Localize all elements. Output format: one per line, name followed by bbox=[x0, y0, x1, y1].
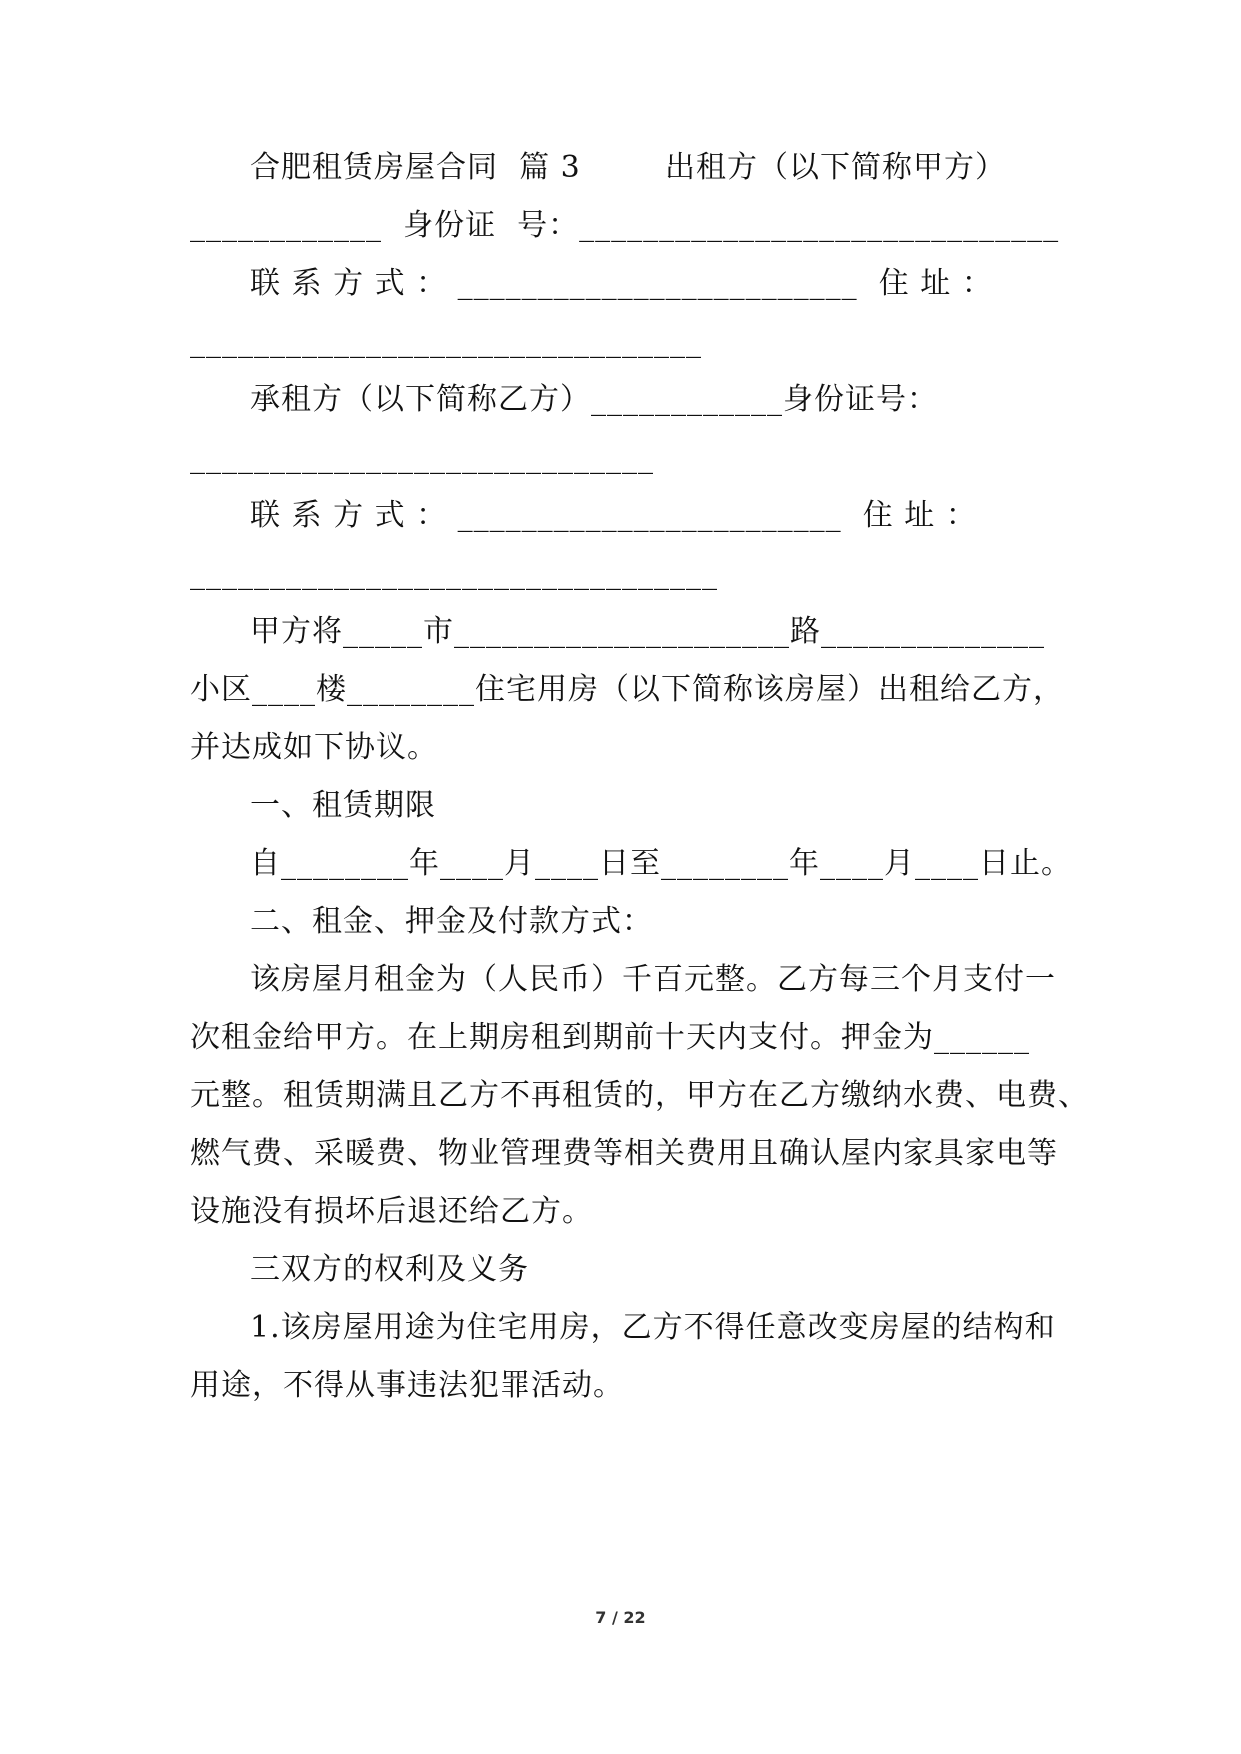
section-1-heading: 一、租赁期限 bbox=[250, 788, 436, 823]
rent-paragraph-line-1: 该房屋月租金为（人民币）千百元整。乙方每三个月支付一 bbox=[250, 962, 1056, 997]
lessee-id-blank: _____________________________ bbox=[190, 440, 654, 475]
lessee-line: 承租方（以下简称乙方）____________身份证号： bbox=[250, 382, 938, 417]
section-3-heading: 三双方的权利及义务 bbox=[250, 1252, 529, 1287]
rent-paragraph-line-2: 次租金给甲方。在上期房租到期前十天内支付。押金为______ bbox=[190, 1020, 1030, 1055]
lessor-contact-line: 联 系 方 式 ： _________________________ 住 址 ： bbox=[250, 266, 993, 301]
section-2-heading: 二、租金、押金及付款方式： bbox=[250, 904, 653, 939]
property-line-2: 小区____楼________住宅用房（以下简称该房屋）出租给乙方， bbox=[190, 672, 1064, 707]
clause-1-line-2: 用途，不得从事违法犯罪活动。 bbox=[190, 1368, 624, 1403]
property-line-3: 并达成如下协议。 bbox=[190, 730, 438, 765]
page-number: 7 / 22 bbox=[595, 1608, 646, 1627]
clause-1-line-1: 1.该房屋用途为住宅用房，乙方不得任意改变房屋的结构和 bbox=[250, 1310, 1056, 1345]
rent-paragraph-line-3: 元整。租赁期满且乙方不再租赁的，甲方在乙方缴纳水费、电费、 bbox=[190, 1078, 1089, 1113]
lessee-address-blank: _________________________________ bbox=[190, 556, 718, 591]
lessee-contact-line: 联 系 方 式 ： ________________________ 住 址 ： bbox=[250, 498, 977, 533]
rent-paragraph-line-4: 燃气费、采暖费、物业管理费等相关费用且确认屋内家具家电等 bbox=[190, 1136, 1058, 1171]
lessor-address-blank: ________________________________ bbox=[190, 324, 702, 359]
lease-period-line: 自________年____月____日至________年____月____日止。 bbox=[250, 846, 1072, 881]
property-line-1: 甲方将_____市_____________________路______________ bbox=[250, 614, 1045, 649]
rent-paragraph-line-5: 设施没有损坏后退还给乙方。 bbox=[190, 1194, 593, 1229]
lessor-id-line: ____________ 身份证 号：______________________________ bbox=[190, 208, 1060, 243]
title-line: 合肥租赁房屋合同 篇 3 出租方（以下简称甲方） bbox=[250, 150, 1006, 185]
